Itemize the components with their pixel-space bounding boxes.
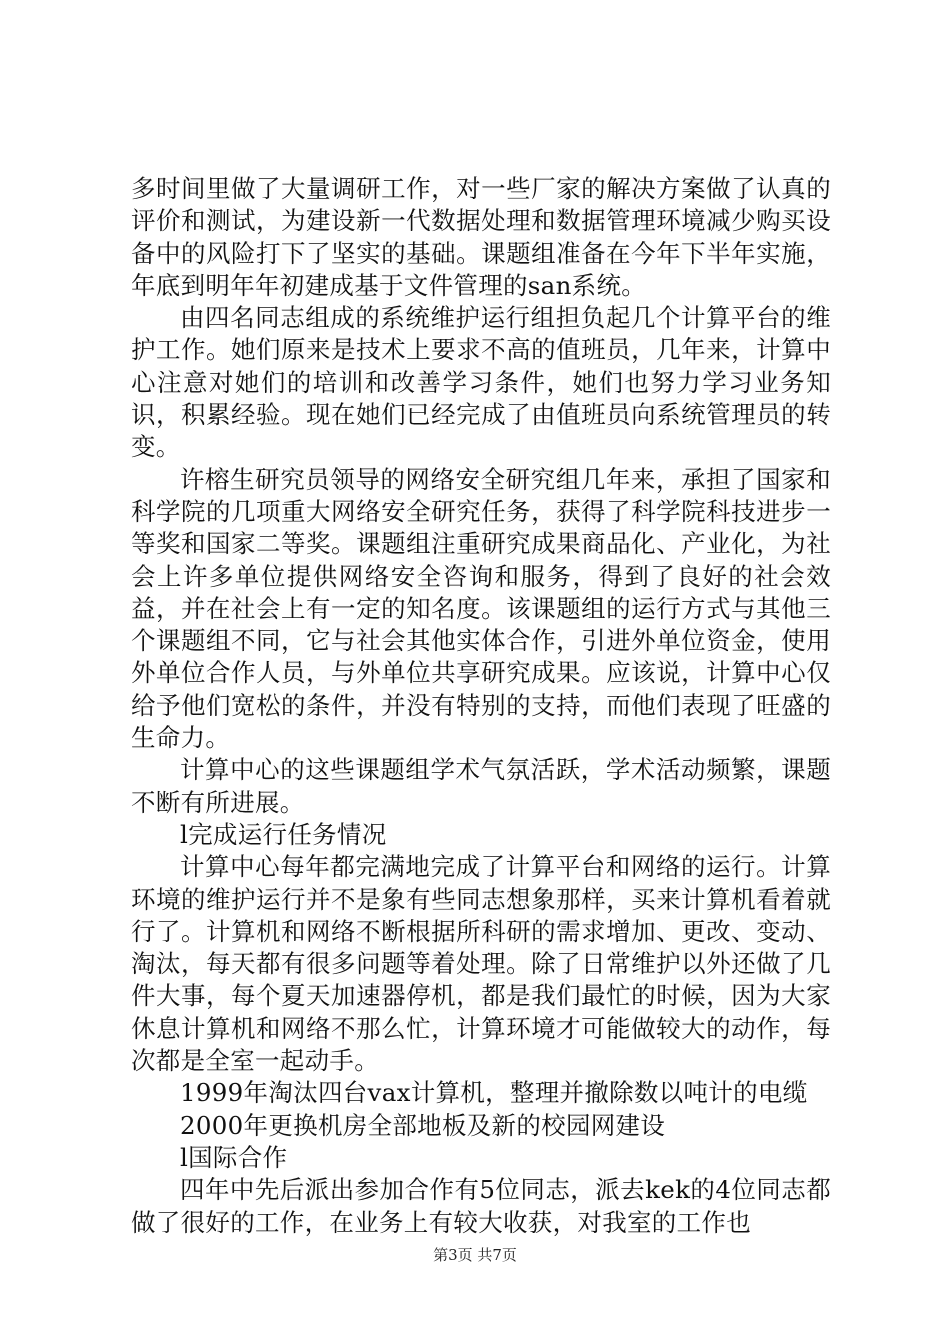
- list-item-1999: 1999年淘汰四台vax计算机，整理并撤除数以吨计的电缆: [180, 1078, 808, 1108]
- section-heading-international: l国际合作: [180, 1142, 288, 1172]
- paragraph-network-security-group: 许榕生研究员领导的网络安全研究组几年来，承担了国家和科学院的几项重大网络安全研究任务，获得了科学院科技进步一等奖和国家二等奖。课题组注重研究成果商品化、产业化，为社会上许多单位提供网络安全咨询和服务，得到了良好的社会效益，并在社会上有一定的知名度。该课题组的运行方式与其他三个课题组不同，它与社会其他实体合作，引进外单位资金，使用外单位合作人员，与外单位共享研究成果。应该说，计算中心仅给予他们宽松的条件，并没有特别的支持，而他们表现了旺盛的生命力。: [131, 464, 831, 753]
- paragraph-international: 四年中先后派出参加合作有5位同志，派去kek的4位同志都做了很好的工作，在业务上有较大收获，对我室的工作也: [131, 1175, 831, 1237]
- paragraph-operations: 计算中心每年都完满地完成了计算平台和网络的运行。计算环境的维护运行并不是象有些同志想象那样，买来计算机看着就行了。计算机和网络不断根据所科研的需求增加、更改、变动、淘汰，每天都有很多问题等着处理。除了日常维护以外还做了几件大事，每个夏天加速器停机，都是我们最忙的时候，因为大家休息计算机和网络不那么忙，计算环境才可能做较大的动作，每次都是全室一起动手。: [131, 852, 831, 1076]
- section-heading-operations: l完成运行任务情况: [180, 819, 387, 849]
- paragraph-maintenance-group: 由四名同志组成的系统维护运行组担负起几个计算平台的维护工作。她们原来是技术上要求不高的值班员，几年来，计算中心注意对她们的培训和改善学习条件，她们也努力学习业务知识，积累经验。现在她们已经完成了由值班员向系统管理员的转变。: [131, 303, 831, 462]
- page-number-footer: 第3页 共7页: [433, 1246, 517, 1264]
- list-item-2000: 2000年更换机房全部地板及新的校园网建设: [180, 1110, 666, 1140]
- paragraph-survey-work: 多时间里做了大量调研工作，对一些厂家的解决方案做了认真的评价和测试，为建设新一代数据处理和数据管理环境减少购买设备中的风险打下了坚实的基础。课题组准备在今年下半年实施，年底到明年年初建成基于文件管理的san系统。: [131, 174, 831, 300]
- paragraph-academic-atmosphere: 计算中心的这些课题组学术气氛活跃，学术活动频繁，课题不断有所进展。: [131, 755, 831, 817]
- document-body: [131, 173, 831, 1239]
